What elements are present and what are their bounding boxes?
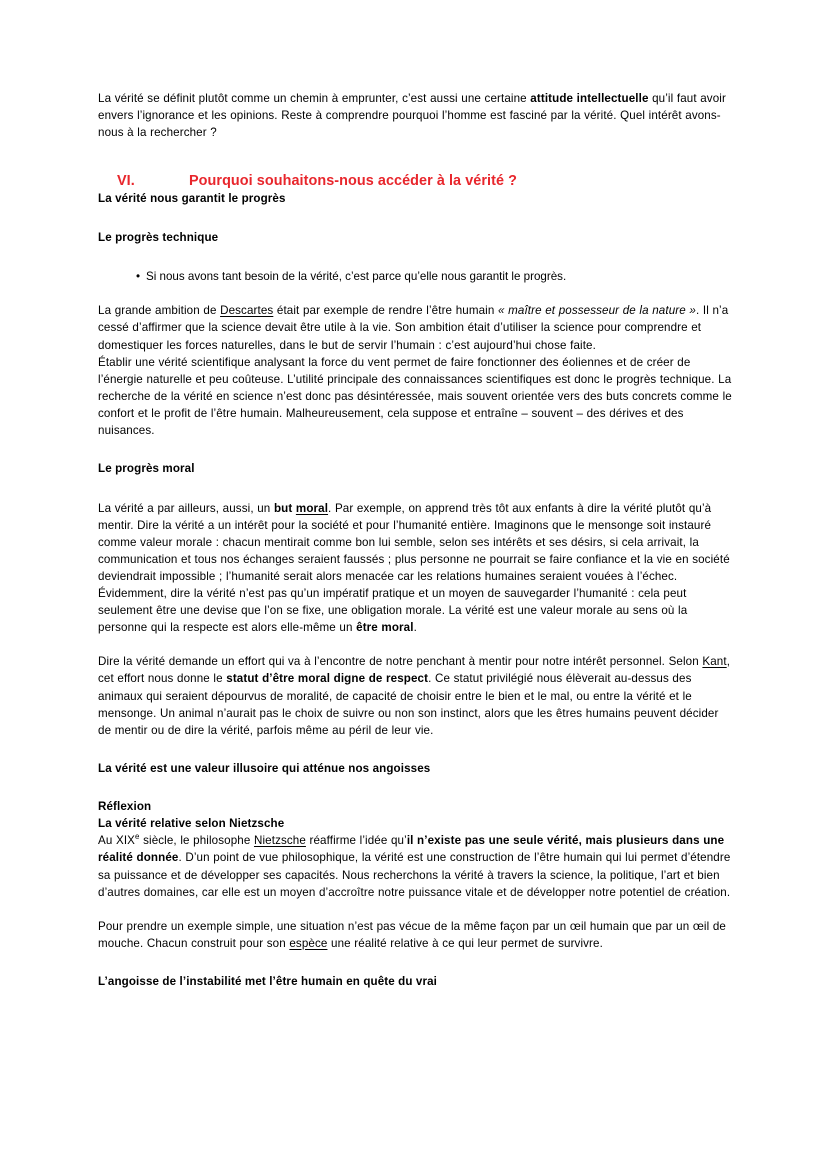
paragraph-nietzsche xyxy=(98,832,732,900)
spacer xyxy=(98,208,732,230)
kant-part2: , cet effort nous donne le xyxy=(98,655,731,686)
spacer xyxy=(98,439,732,461)
subheading-verite-garantit-progres: La vérité nous garantit le progrès xyxy=(98,192,286,206)
oeil-part2: une réalité relative à ce qui leur permet de survivre. xyxy=(327,936,603,950)
descartes-part2: était par exemple de rendre l’être humain xyxy=(273,304,498,318)
subheading-valeur-illusoire: La vérité est une valeur illusoire qui atténue nos angoisses xyxy=(98,761,431,775)
kant-underline-name: Kant xyxy=(702,655,727,669)
paragraph-kant xyxy=(98,653,732,738)
spacer xyxy=(98,141,732,171)
minor-heading-reflexion: Réflexion xyxy=(98,800,152,814)
ordinal-superscript: e xyxy=(135,832,140,842)
paragraph-verite-scientifique: Établir une vérité scientifique analysant la force du vent permet de faire fonctionner des éoliennes et de créer de l’énergie naturelle et peu coûteuse. L’utilité principale des connaissances scientifiques est donc le progrès technique. La recherche de la vérité en science n’est donc pas désintéressée, mais souvent orientée vers des buts concrets comme le confort et le profit de l’être humain. Malheureusement, cela suppose et entraîne – souvent – des dérives et des nuisances. xyxy=(98,355,732,438)
spacer xyxy=(98,478,732,500)
paragraph-exemple-oeil xyxy=(98,918,732,952)
descartes-underline-name: Descartes xyxy=(220,304,274,318)
kant-part3: . Ce statut privilégié nous élèverait au-dessus des animaux qui seraient dépourvus de moralité, de capacité de choisir entre le bien et le mal, ou entre la vérité et le mensonge. Un animal n’aurait pas le choix de suivre ou non son instinct, alors que les êtres humains peuvent décider de mentir ou de dire la vérité, parfois même au péril de leur vie. xyxy=(98,672,719,737)
but-moral-bold-underline-moral: moral xyxy=(295,501,329,515)
but-moral-bold-but: but xyxy=(273,501,296,515)
document-content xyxy=(98,90,732,990)
oeil-underline-espece: espèce xyxy=(289,936,328,950)
descartes-part3: . Il n’a cessé d’affirmer que la science devait être utile à la vie. Son ambition était d’utiliser la science pour comprendre et domestiquer les forces naturelles, dans le but de servir l’humain : c’est aujourd’hui chose faite. xyxy=(98,304,729,352)
nietzsche-bold-these: il n’existe pas une seule vérité, mais plusieurs dans une réalité donnée xyxy=(98,834,725,865)
spacer xyxy=(98,285,732,302)
paragraph-but-moral xyxy=(98,500,732,637)
section-numeral: VI. xyxy=(117,173,135,190)
intro-text-part2: qu’il faut avoir envers l’ignorance et les opinions. Reste à comprendre pourquoi l’homme est fasciné par la vérité. Quel intérêt avons-nous à la rechercher ? xyxy=(98,92,726,140)
nietzsche-underline-name: Nietzsche xyxy=(253,834,306,848)
spacer xyxy=(98,246,732,268)
intro-bold-attitude-intellectuelle: attitude intellectuelle xyxy=(530,92,649,105)
intro-paragraph xyxy=(98,90,732,141)
spacer xyxy=(98,636,732,653)
spacer xyxy=(98,901,732,918)
but-moral-bold-etre-moral: être moral xyxy=(356,621,414,635)
minor-heading-verite-relative-nietzsche: La vérité relative selon Nietzsche xyxy=(98,816,285,830)
paragraph-descartes xyxy=(98,302,732,353)
minor-heading-progres-technique: Le progrès technique xyxy=(98,230,219,244)
spacer xyxy=(98,952,732,974)
section-heading-vi xyxy=(98,171,732,191)
minor-heading-progres-moral: Le progrès moral xyxy=(98,462,195,476)
descartes-part1: La grande ambition de xyxy=(98,304,221,318)
section-title: Pourquoi souhaitons-nous accéder à la vérité ? xyxy=(189,173,517,190)
intro-text-part1: La vérité se définit plutôt comme un chemin à emprunter, c’est aussi une certaine xyxy=(98,92,531,105)
oeil-part1: Pour prendre un exemple simple, une situation n’est pas vécue de la même façon par un œil humain que par un œil de mouche. Chacun construit pour son xyxy=(98,919,726,950)
but-moral-part1: La vérité a par ailleurs, aussi, un xyxy=(98,501,274,515)
nietzsche-part1b: siècle, le philosophe xyxy=(139,834,254,848)
but-moral-part2: . Par exemple, on apprend très tôt aux enfants à dire la vérité plutôt qu’à mentir. Dire la vérité a un intérêt pour la société et pour l’humanité entière. Imaginons que le mensonge soit instauré comme valeur morale : chacun mentirait comme bon lui semble, selon ses intérêts et ses désirs, si cela arrivait, la communication et tous nos échanges seraient faussés ; plus personne ne pourrait se faire confiance et la vie en société deviendrait impossible ; l’humanité serait alors menacée car les relations humaines seraient vouées à l’échec. Évidemment, dire la vérité n’est pas qu’un impératif pratique et un moyen de sauvegarder l’humanité : cela peut seulement être une devise que l’on se fixe, une obligation morale. La vérité est une valeur morale au sens où la personne qui la respecte est alors elle-même un xyxy=(98,501,730,635)
spacer xyxy=(98,777,732,799)
kant-bold-statut: statut d’être moral digne de respect xyxy=(226,672,429,686)
bullet-list-progres xyxy=(98,268,732,285)
kant-part1: Dire la vérité demande un effort qui va à l’encontre de notre penchant à mentir pour notre intérêt personnel. Selon xyxy=(98,655,703,669)
nietzsche-part1a: Au XIX xyxy=(98,834,136,848)
nietzsche-part2: réaffirme l’idée qu’ xyxy=(305,834,407,848)
subheading-angoisse-instabilite: L’angoisse de l’instabilité met l’être humain en quête du vrai xyxy=(98,974,437,988)
list-item: • Si nous avons tant besoin de la vérité, c’est parce qu’elle nous garantit le progrès. xyxy=(98,268,732,285)
spacer xyxy=(98,739,732,761)
nietzsche-part3: . D’un point de vue philosophique, la vérité est une construction de l’être humain qui lui permet d’étendre sa puissance et de développer ses capacités. Nous recherchons la vérité à travers la science, la politique, l’art et bien d’autres domaines, car elle est un moyen d’accroître notre puissance vitale et de développer notre potentiel de création. xyxy=(98,851,731,899)
descartes-italic-quote: « maître et possesseur de la nature » xyxy=(497,304,696,318)
but-moral-part3: . xyxy=(413,621,417,635)
